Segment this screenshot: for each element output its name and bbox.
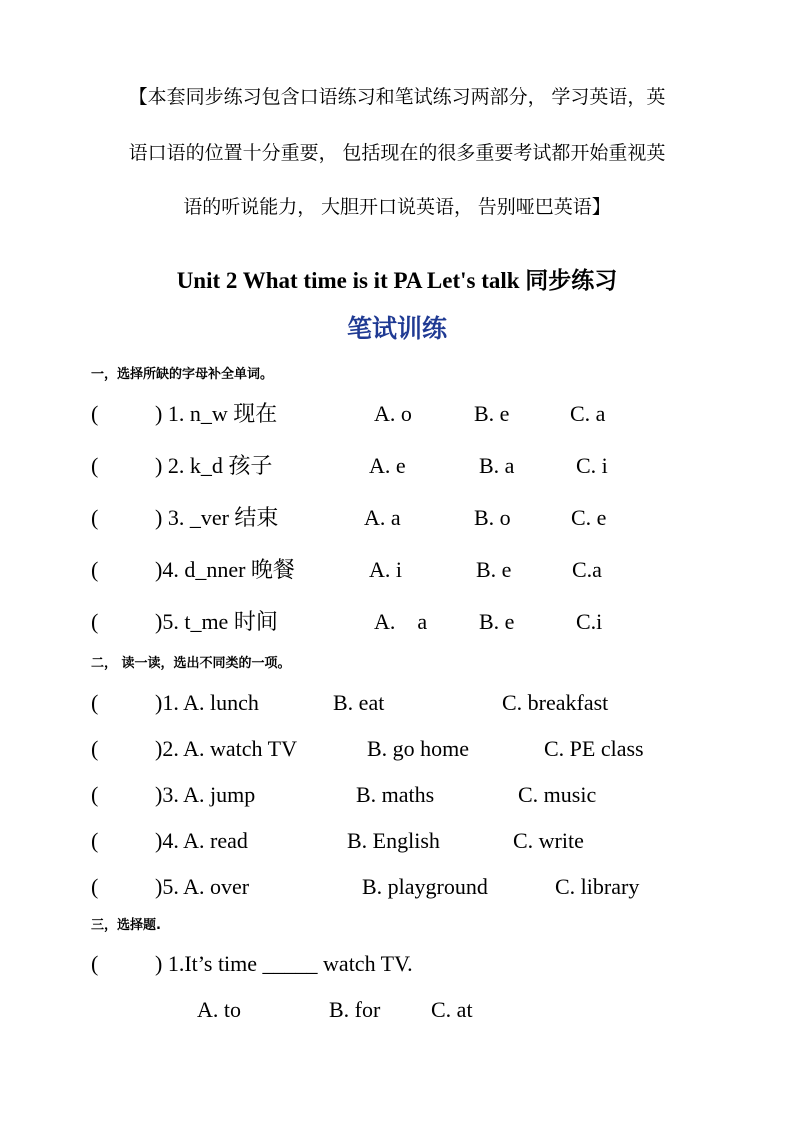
option-c: C. breakfast: [502, 690, 609, 715]
option-b: B. maths: [356, 782, 435, 807]
option-a: A. e: [369, 453, 406, 478]
option-a: )5. A. over: [155, 874, 250, 899]
answer-paren[interactable]: (: [91, 782, 99, 807]
option-b: B. eat: [333, 690, 385, 715]
option-a: )4. A. read: [155, 828, 248, 853]
option-a: A. o: [374, 401, 412, 426]
option-a: A. i: [369, 557, 402, 582]
option-c: C. at: [431, 997, 473, 1022]
question-stem: ) 1.It’s time _____ watch TV.: [155, 951, 413, 976]
answer-paren[interactable]: (: [91, 951, 99, 976]
question-stem: ) 3. _ver 结束: [155, 505, 279, 530]
option-b: B. o: [474, 505, 511, 530]
question-stem: )5. t_me 时间: [155, 609, 278, 634]
option-a: )3. A. jump: [155, 782, 256, 807]
answer-paren[interactable]: (: [91, 453, 99, 478]
page-title: Unit 2 What time is it PA Let's talk 同步练习: [176, 268, 618, 293]
intro-line-3: 语的听说能力， 大胆开口说英语， 告别哑巴英语】: [183, 197, 611, 218]
option-b: B. playground: [362, 874, 488, 899]
answer-paren[interactable]: (: [91, 609, 99, 634]
section-2-heading: 二， 读一读，选出不同类的一项。: [91, 656, 291, 671]
answer-paren[interactable]: (: [91, 690, 99, 715]
question-stem: ) 1. n_w 现在: [155, 401, 278, 426]
option-b: B. go home: [367, 736, 470, 761]
option-c: C. a: [570, 401, 606, 426]
option-b: B. for: [329, 997, 381, 1022]
question-stem: )4. d_nner 晚餐: [155, 557, 295, 582]
question-stem: ) 2. k_d 孩子: [155, 453, 273, 478]
option-b: B. e: [474, 401, 510, 426]
option-c: C.i: [576, 609, 603, 634]
option-c: C. e: [571, 505, 607, 530]
intro-line-2: 语口语的位置十分重要， 包括现在的很多重要考试都开始重视英: [128, 143, 666, 164]
answer-paren[interactable]: (: [91, 557, 99, 582]
option-a: A. a: [364, 505, 401, 530]
option-c: C. write: [513, 828, 584, 853]
option-b: B. English: [347, 828, 440, 853]
answer-paren[interactable]: (: [91, 874, 99, 899]
option-c: C. library: [555, 874, 640, 899]
option-b: B. e: [479, 609, 515, 634]
option-a: A. a: [374, 609, 428, 634]
option-c: C. music: [518, 782, 597, 807]
answer-paren[interactable]: (: [91, 828, 99, 853]
option-c: C. PE class: [544, 736, 644, 761]
answer-paren[interactable]: (: [91, 736, 99, 761]
option-b: B. e: [476, 557, 512, 582]
option-a: )1. A. lunch: [155, 690, 259, 715]
option-c: C. i: [576, 453, 608, 478]
option-a: )2. A. watch TV: [155, 736, 297, 761]
page-subtitle: 笔试训练: [346, 316, 447, 343]
answer-paren[interactable]: (: [91, 401, 99, 426]
section-3-heading: 三，选择题.: [91, 918, 161, 933]
option-a: A. to: [197, 997, 241, 1022]
intro-line-1: 【本套同步练习包含口语练习和笔试练习两部分， 学习英语，英: [128, 87, 666, 108]
option-b: B. a: [479, 453, 515, 478]
section-1-heading: 一，选择所缺的字母补全单词。: [91, 367, 274, 382]
option-c: C.a: [572, 557, 602, 582]
answer-paren[interactable]: (: [91, 505, 99, 530]
